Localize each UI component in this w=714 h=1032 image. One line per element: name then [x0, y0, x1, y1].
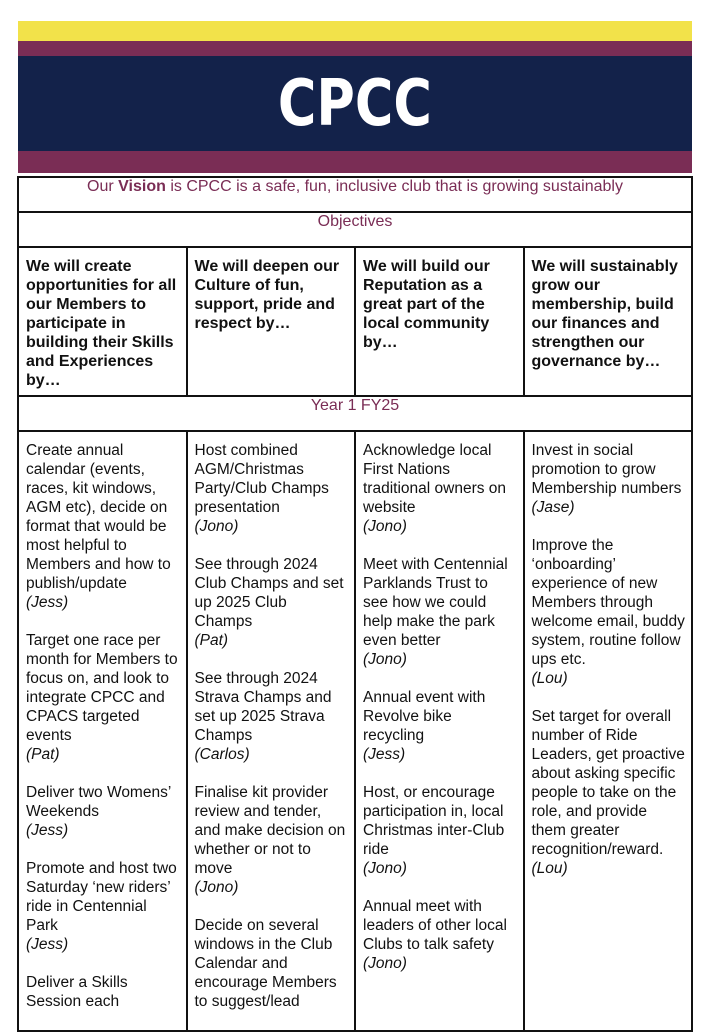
action-text: Deliver a Skills Session each [26, 974, 128, 1010]
action-owner: (Jono) [194, 879, 239, 896]
action-owner: (Jono) [363, 518, 407, 535]
action-text: See through 2024 Strava Champs and set up 2025 Strava Champs [194, 670, 332, 744]
objective-reputation: We will build our Reputation as a great part of the local community by… [355, 247, 524, 396]
action-owner: (Lou) [531, 670, 568, 687]
action-item [26, 631, 180, 764]
objective-growth: We will sustainably grow our membership, build our finances and strengthen our governance by… [524, 247, 693, 396]
actions-column-culture [187, 431, 356, 1031]
action-owner: (Jono) [194, 518, 239, 535]
action-item [195, 441, 349, 536]
action-owner: (Jess) [26, 822, 69, 839]
vision-statement: Our Vision is CPCC is a safe, fun, inclusive club that is growing sustainably [18, 177, 692, 212]
action-text: Promote and host two Saturday ‘new riders’ ride in Centennial Park [26, 860, 177, 934]
action-owner: (Jono) [363, 651, 407, 668]
action-text: Host, or encourage participation in, local Christmas inter-Club ride [363, 784, 505, 858]
action-item [363, 897, 517, 973]
actions-row [18, 431, 692, 1031]
objectives-heading: Objectives [18, 212, 692, 247]
action-text: Decide on several windows in the Club Calendar and encourage Members to suggest/lead [194, 917, 337, 1010]
action-owner: (Jess) [26, 936, 69, 953]
action-owner: (Jase) [531, 499, 575, 516]
action-text: Create annual calendar (events, races, kit windows, AGM etc), decide on format that would be most helpful to Members and how to publish/update [26, 442, 171, 592]
actions-column-skills [18, 431, 187, 1031]
action-owner: (Jono) [363, 860, 407, 877]
action-item [363, 688, 517, 764]
action-text: Host combined AGM/Christmas Party/Club Champs presentation [194, 442, 329, 516]
action-item [26, 783, 180, 840]
action-text: Meet with Centennial Parklands Trust to see how we could help make the park even better [363, 556, 508, 649]
strategy-table [17, 176, 693, 1032]
action-owner: (Pat) [26, 746, 60, 763]
action-item [195, 555, 349, 650]
action-owner: (Jess) [363, 746, 406, 763]
action-item [532, 707, 686, 878]
action-owner: (Carlos) [194, 746, 250, 763]
action-item [363, 555, 517, 669]
action-owner: (Jess) [26, 594, 69, 611]
objectives-heading-row [18, 212, 692, 247]
action-item [532, 536, 686, 688]
action-item [363, 783, 517, 878]
vision-keyword: Vision [118, 178, 166, 195]
year-heading: Year 1 FY25 [18, 396, 692, 431]
banner-yellow-stripe [18, 21, 692, 41]
action-text: Deliver two Womens’ Weekends [26, 784, 171, 820]
header-banner [18, 21, 692, 173]
banner-plum-stripe-bottom [18, 151, 692, 173]
action-owner: (Pat) [194, 632, 229, 649]
action-text: Acknowledge local First Nations traditional owners on website [363, 442, 507, 516]
year-heading-row [18, 396, 692, 431]
page-title: CPCC [277, 66, 433, 141]
action-text: Invest in social promotion to grow Membership numbers [531, 442, 682, 497]
action-item [195, 669, 349, 764]
action-item [195, 916, 349, 1011]
action-item [363, 441, 517, 536]
action-item [532, 441, 686, 517]
action-text: Set target for overall number of Ride Leaders, get proactive about asking specific people to take on the role, and provide them greater recognition/reward. [531, 708, 685, 858]
action-text: Finalise kit provider review and tender, and make decision on whether or not to move [194, 784, 346, 877]
action-text: Annual meet with leaders of other local Clubs to talk safety [363, 898, 507, 953]
banner-title-block [18, 56, 692, 151]
action-item [26, 441, 180, 612]
action-owner: (Jono) [363, 955, 407, 972]
action-item [195, 783, 349, 897]
action-text: Target one race per month for Members to focus on, and look to integrate CPCC and CPACS targeted events [26, 632, 178, 744]
action-owner: (Lou) [531, 860, 568, 877]
actions-column-growth [524, 431, 693, 1031]
vision-row [18, 177, 692, 212]
action-text: See through 2024 Club Champs and set up 2025 Club Champs [194, 556, 344, 630]
action-text: Improve the ‘onboarding’ experience of new Members through welcome email, buddy system, routine follow ups etc. [531, 537, 685, 668]
objectives-row [18, 247, 692, 396]
actions-column-reputation [355, 431, 524, 1031]
action-text: Annual event with Revolve bike recycling [363, 689, 486, 744]
action-item [26, 973, 180, 1011]
banner-plum-stripe-top [18, 41, 692, 56]
objective-culture: We will deepen our Culture of fun, support, pride and respect by… [187, 247, 356, 396]
objective-skills: We will create opportunities for all our Members to participate in building their Skills and Experiences by… [18, 247, 187, 396]
action-item [26, 859, 180, 954]
